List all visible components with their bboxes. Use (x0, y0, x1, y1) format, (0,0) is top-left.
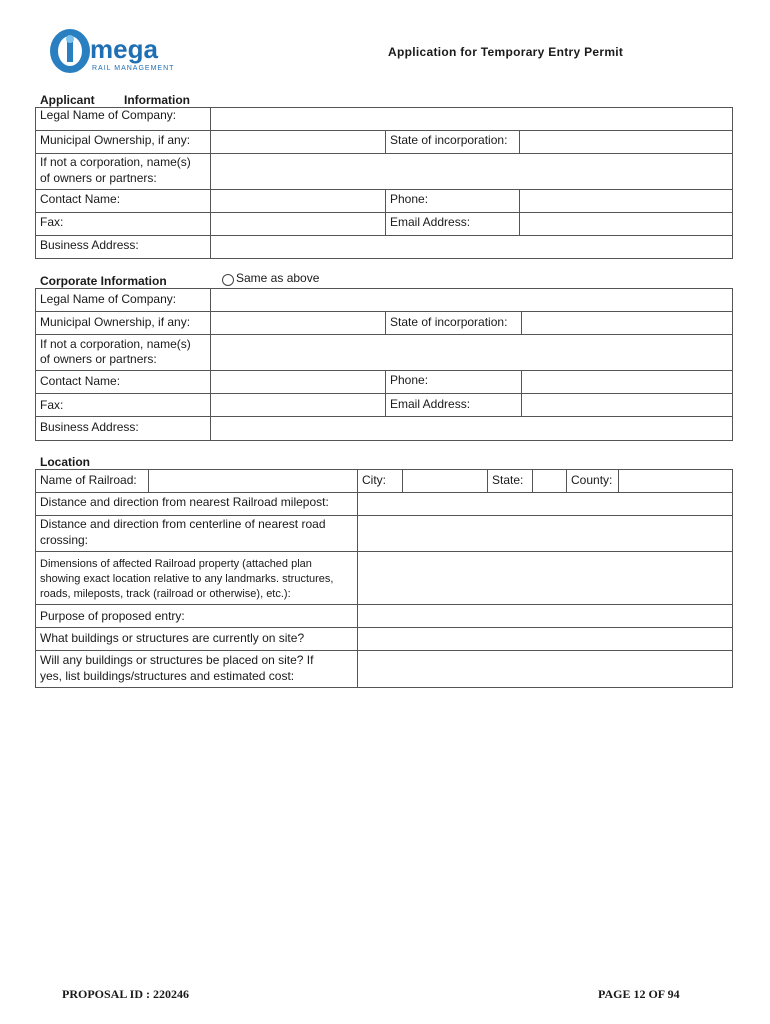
corporate-heading: Corporate Information (40, 274, 167, 288)
page-number: PAGE 12 OF 94 (598, 987, 680, 1001)
applicant-fax-field[interactable] (211, 213, 385, 235)
applicant-heading-right: Information (124, 93, 190, 107)
centerline-field[interactable] (358, 516, 732, 551)
applicant-fax-label: Fax: (40, 215, 64, 229)
proposal-id: PROPOSAL ID : 220246 (62, 987, 190, 1001)
buildings-future-field[interactable] (358, 651, 732, 687)
dimensions-label-2: showing exact location relative to any landmarks. structures, (40, 573, 334, 585)
applicant-contact-label: Contact Name: (40, 192, 121, 206)
railroad-name-field[interactable] (149, 470, 357, 492)
county-label: County: (571, 473, 613, 487)
corporate-phone-label: Phone: (390, 373, 429, 387)
dimensions-label-3: roads, mileposts, track (railroad or otherwise), etc.): (40, 588, 291, 600)
buildings-future-label-1: Will any buildings or structures be placed on site? If (40, 653, 314, 667)
applicant-email-field[interactable] (520, 213, 732, 235)
corporate-not-corp-label-2: of owners or partners: (40, 352, 157, 366)
corporate-phone-field[interactable] (522, 371, 732, 393)
applicant-owners-field[interactable] (211, 154, 732, 189)
dimensions-label-1: Dimensions of affected Railroad property (attached plan (40, 558, 312, 570)
applicant-not-corp-label-2: of owners or partners: (40, 171, 157, 185)
buildings-current-label: What buildings or structures are currently on site? (40, 631, 305, 645)
corporate-business-address-label: Business Address: (40, 420, 139, 434)
applicant-email-label: Email Address: (390, 215, 471, 229)
applicant-contact-field[interactable] (211, 190, 385, 212)
milepost-label: Distance and direction from nearest Railroad milepost: (40, 495, 329, 509)
same-as-above-radio[interactable] (222, 274, 234, 286)
corporate-not-corp-label-1: If not a corporation, name(s) (40, 337, 191, 351)
state-field[interactable] (533, 470, 566, 492)
applicant-municipal-label: Municipal Ownership, if any: (40, 133, 191, 147)
corporate-fax-field[interactable] (211, 394, 385, 416)
dimensions-field[interactable] (358, 552, 732, 604)
railroad-name-label: Name of Railroad: (40, 473, 137, 487)
milepost-field[interactable] (358, 493, 732, 515)
applicant-legal-name-field[interactable] (211, 108, 732, 130)
applicant-business-address-field[interactable] (211, 236, 732, 258)
corporate-fax-label: Fax: (40, 398, 64, 412)
applicant-phone-label: Phone: (390, 192, 429, 206)
corporate-municipal-field[interactable] (211, 312, 385, 334)
purpose-label: Purpose of proposed entry: (40, 609, 185, 623)
applicant-heading-left: Applicant (40, 93, 95, 107)
omega-logo (46, 26, 186, 76)
county-field[interactable] (619, 470, 732, 492)
applicant-state-inc-field[interactable] (520, 131, 732, 153)
purpose-field[interactable] (358, 605, 732, 627)
state-label: State: (492, 473, 524, 487)
corporate-email-field[interactable] (522, 394, 732, 416)
city-label: City: (362, 473, 386, 487)
city-field[interactable] (403, 470, 487, 492)
corporate-owners-field[interactable] (211, 335, 732, 370)
buildings-future-label-2: yes, list buildings/structures and estimated cost: (40, 669, 295, 683)
applicant-municipal-field[interactable] (211, 131, 385, 153)
centerline-label-1: Distance and direction from centerline of nearest road (40, 517, 326, 531)
corporate-legal-name-label: Legal Name of Company: (40, 292, 177, 306)
corporate-contact-label: Contact Name: (40, 374, 121, 388)
document-title: Application for Temporary Entry Permit (388, 45, 624, 59)
applicant-phone-field[interactable] (520, 190, 732, 212)
centerline-label-2: crossing: (40, 533, 89, 547)
corporate-municipal-label: Municipal Ownership, if any: (40, 315, 191, 329)
corporate-state-inc-field[interactable] (522, 312, 732, 334)
location-heading: Location (40, 455, 90, 469)
corporate-contact-field[interactable] (211, 371, 385, 393)
buildings-current-field[interactable] (358, 628, 732, 650)
applicant-state-inc-label: State of incorporation: (390, 133, 508, 147)
applicant-business-address-label: Business Address: (40, 238, 139, 252)
logo-subtext: RAIL MANAGEMENT (92, 65, 175, 72)
applicant-legal-name-label: Legal Name of Company: (40, 108, 177, 122)
corporate-state-inc-label: State of incorporation: (390, 315, 508, 329)
same-as-above-label: Same as above (236, 271, 320, 285)
corporate-legal-name-field[interactable] (211, 289, 732, 311)
corporate-business-address-field[interactable] (211, 417, 732, 440)
logo-wordmark: mega (90, 34, 158, 64)
applicant-not-corp-label-1: If not a corporation, name(s) (40, 155, 191, 169)
corporate-email-label: Email Address: (390, 397, 471, 411)
